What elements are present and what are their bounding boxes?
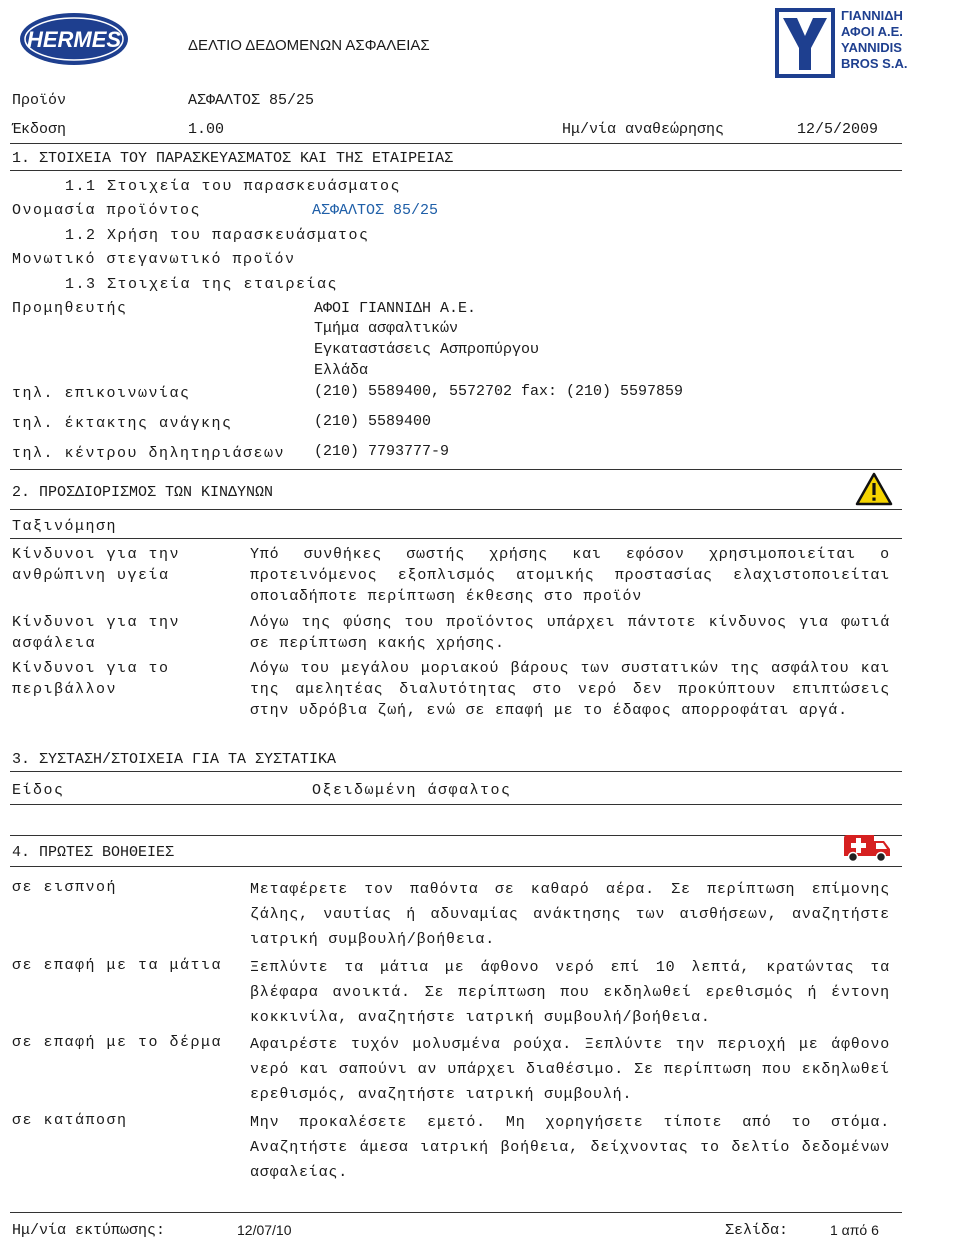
section-1-title: 1. ΣΤΟΙΧΕΙΑ ΤΟΥ ΠΑΡΑΣΚΕΥΑΣΜΑΤΟΣ ΚΑΙ ΤΗΣ ΕΤΑΙΡΕΙΑΣ bbox=[12, 150, 454, 167]
divider bbox=[10, 143, 902, 144]
hermes-logo bbox=[18, 10, 130, 68]
divider bbox=[10, 509, 902, 510]
first-aid-skin-label: σε επαφή με το δέρμα bbox=[12, 1034, 223, 1051]
hazard-safety-label: Κίνδυνοι για την ασφάλεια bbox=[12, 614, 181, 652]
divider bbox=[10, 170, 902, 171]
product-name-value: ΑΣΦΑΛΤΟΣ 85/25 bbox=[312, 202, 439, 219]
warning-icon bbox=[855, 472, 893, 506]
yannidis-logo bbox=[775, 8, 955, 80]
hazard-safety-text: Λόγω της φύσης του προϊόντος υπάρχει πάντοτε κίνδυνος για φωτιά σε περίπτωση κακής χρήσης. bbox=[250, 614, 890, 652]
page-label: Σελίδα: bbox=[725, 1222, 789, 1239]
section-4-title: 4. ΠΡΩΤΕΣ ΒΟΗΘΕΙΕΣ bbox=[12, 844, 175, 861]
logo-line-3: YANNIDIS bbox=[841, 40, 902, 55]
revision-value: 12/5/2009 bbox=[797, 121, 879, 138]
composition-type-value: Οξειδωμένη άσφαλτος bbox=[312, 782, 512, 799]
product-label: Προϊόν bbox=[12, 92, 67, 109]
emergency-phone-label: τηλ. έκτακτης ανάγκης bbox=[12, 415, 233, 432]
version-label: Έκδοση bbox=[12, 121, 67, 138]
hazard-environment-label: Κίνδυνοι για το περιβάλλον bbox=[12, 660, 170, 698]
section-2-title: 2. ΠΡΟΣΔΙΟΡΙΣΜΟΣ ΤΩΝ ΚΙΝΔΥΝΩΝ bbox=[12, 484, 274, 501]
document-title: ΔΕΛΤΙΟ ΔΕΔΟΜΕΝΩΝ ΑΣΦΑΛΕΙΑΣ bbox=[188, 37, 430, 54]
poison-center-value: (210) 7793777-9 bbox=[314, 443, 450, 460]
first-aid-eyes-text: Ξεπλύντε τα μάτια με άφθονο νερό επί 10 λεπτά, κρατώντας τα βλέφαρα ανοικτά. Σε περίπτωση που εκδηλωθεί ερεθισμός ή έντονη κοκκινίλα, αναζητήστε ιατρική συμβουλή/βοήθεια. bbox=[250, 959, 890, 1026]
first-aid-skin-text: Αφαιρέστε τυχόν μολυσμένα ρούχα. Ξεπλύντε την περιοχή με άφθονο νερό και σαπούνι αν υπάρχει διαθέσιμο. Σε περίπτωση που εκδηλωθεί ερεθισμός, αναζητήστε ιατρική συμβουλή. bbox=[250, 1036, 890, 1103]
ambulance-icon bbox=[842, 830, 892, 864]
divider bbox=[10, 866, 902, 867]
divider bbox=[10, 771, 902, 772]
logo-line-1: ΓΙΑΝΝΙΔΗ bbox=[841, 8, 903, 23]
product-value: ΑΣΦΑΛΤΟΣ 85/25 bbox=[188, 92, 315, 109]
subsection-1-3: 1.3 Στοιχεία της εταιρείας bbox=[65, 276, 339, 293]
first-aid-eyes-label: σε επαφή με τα μάτια bbox=[12, 957, 223, 974]
contact-phone-value: (210) 5589400, 5572702 fax: (210) 5597859 bbox=[314, 383, 684, 400]
classification-label: Ταξινόμηση bbox=[12, 518, 118, 535]
product-name-label: Ονομασία προϊόντος bbox=[12, 202, 202, 219]
hazard-health-text: Υπό συνθήκες σωστής χρήσης και εφόσον χρησιμοποιείται ο προτεινόμενος εξοπλισμός ατομικής προστασίας ελαχιστοποιείται οποιαδήποτε περίπτωση έκθεσης στο προϊόν bbox=[250, 546, 890, 605]
hazard-health-label: Κίνδυνοι για την ανθρώπινη υγεία bbox=[12, 546, 181, 584]
divider bbox=[10, 804, 902, 805]
poison-center-label: τηλ. κέντρου δηλητηριάσεων bbox=[12, 445, 286, 462]
print-date-value: 12/07/10 bbox=[237, 1222, 292, 1238]
logo-line-2: ΑΦΟΙ Α.Ε. bbox=[841, 24, 903, 39]
product-use-value: Μονωτικό στεγανωτικό προϊόν bbox=[12, 251, 296, 268]
first-aid-ingestion-label: σε κατάποση bbox=[12, 1112, 128, 1129]
divider bbox=[10, 835, 902, 836]
logo-line-4: BROS S.A. bbox=[841, 56, 908, 71]
hazard-environment-text: Λόγω του μεγάλου μοριακού βάρους των συστατικών της ασφάλτου και της αμελητέας διαλυτότητας στο νερό δεν προκύπτουν επιπτώσεις στην υδρόβια ζωή, ενώ σε επαφή με το έδαφος απορροφάται αργά. bbox=[250, 660, 890, 719]
footer-divider bbox=[10, 1212, 902, 1213]
emergency-phone-value: (210) 5589400 bbox=[314, 413, 432, 430]
supplier-line-4: Ελλάδα bbox=[314, 362, 369, 379]
contact-phone-label: τηλ. επικοινωνίας bbox=[12, 385, 191, 402]
first-aid-inhalation-label: σε εισπνοή bbox=[12, 879, 118, 896]
print-date-label: Ημ/νία εκτύπωσης: bbox=[12, 1222, 166, 1239]
version-value: 1.00 bbox=[188, 121, 225, 138]
supplier-line-3: Εγκαταστάσεις Ασπροπύργου bbox=[314, 341, 540, 358]
supplier-line-1: ΑΦΟΙ ΓΙΑΝΝΙΔΗ Α.Ε. bbox=[314, 300, 477, 317]
supplier-line-2: Τμήμα ασφαλτικών bbox=[314, 320, 459, 337]
revision-label: Ημ/νία αναθεώρησης bbox=[562, 121, 725, 138]
page-number: 1 από 6 bbox=[830, 1222, 879, 1238]
subsection-1-2: 1.2 Χρήση του παρασκευάσματος bbox=[65, 227, 370, 244]
first-aid-ingestion-text: Μην προκαλέσετε εμετό. Μη χορηγήσετε τίποτε από το στόμα. Αναζητήστε άμεσα ιατρική βοήθεια, δείχνοντας το δελτίο δεδομένων ασφαλείας. bbox=[250, 1114, 890, 1181]
divider bbox=[10, 538, 902, 539]
composition-type-label: Είδος bbox=[12, 782, 65, 799]
divider bbox=[10, 469, 902, 470]
section-3-title: 3. ΣΥΣΤΑΣΗ/ΣΤΟΙΧΕΙΑ ΓΙΑ ΤΑ ΣΥΣΤΑΤΙΚΑ bbox=[12, 751, 337, 768]
supplier-label: Προμηθευτής bbox=[12, 300, 128, 317]
first-aid-inhalation-text: Μεταφέρετε τον παθόντα σε καθαρό αέρα. Σε περίπτωση επίμονης ζάλης, ναυτίας ή αδυναμίας ανάκτησης των αισθήσεων, αναζητήστε ιατρική συμβουλή/βοήθεια. bbox=[250, 881, 890, 948]
subsection-1-1: 1.1 Στοιχεία του παρασκευάσματος bbox=[65, 178, 402, 195]
hermes-logo-text: HERMES bbox=[26, 27, 122, 52]
